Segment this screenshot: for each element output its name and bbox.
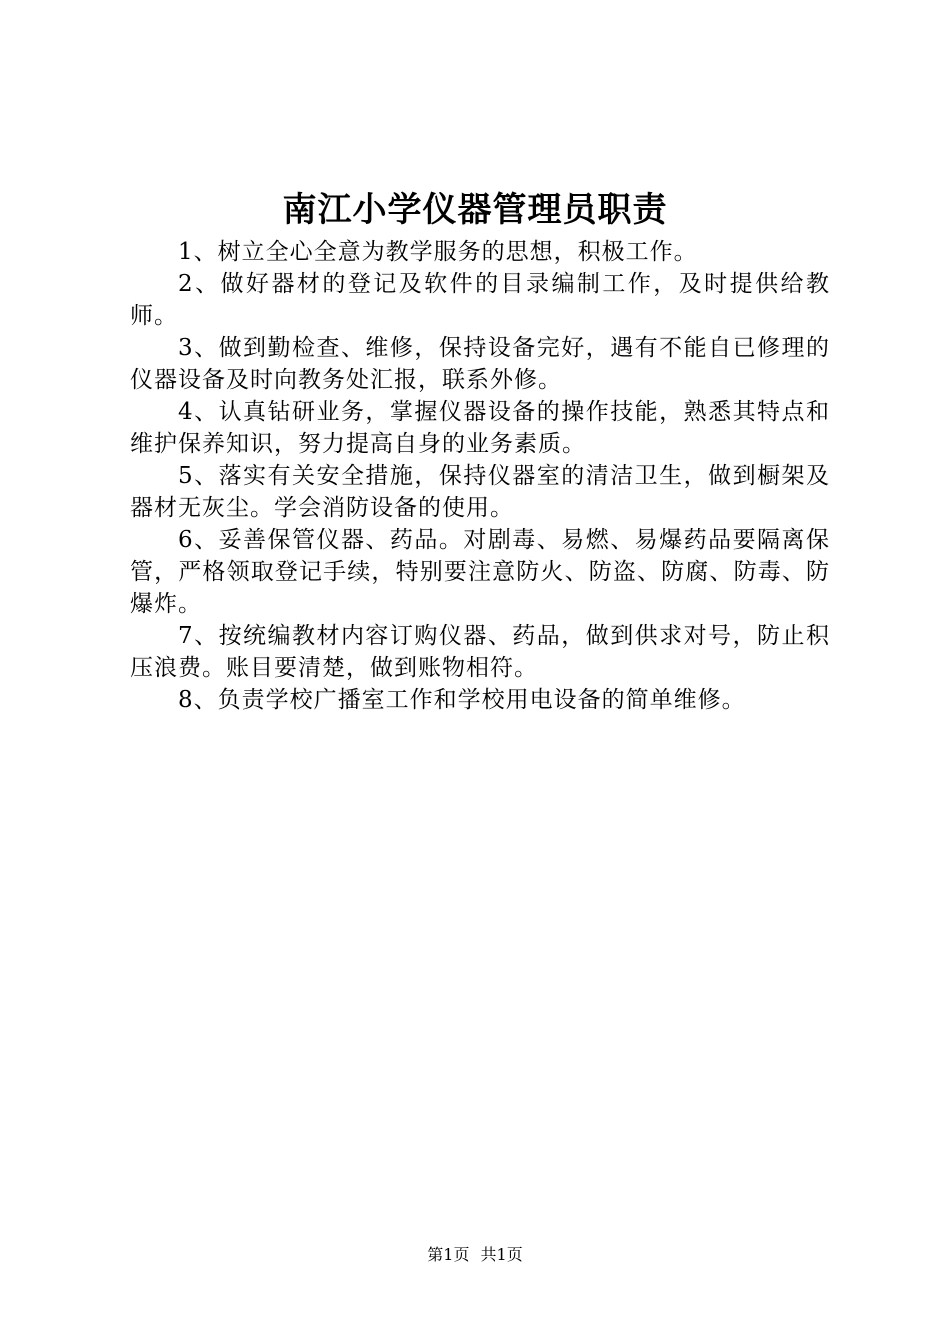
duty-item-8: 8、负责学校广播室工作和学校用电设备的简单维修。: [178, 687, 746, 713]
page-number-current: 第1页: [427, 1245, 470, 1264]
page-number-total: 共1页: [480, 1245, 523, 1264]
duty-item-3: 3、做到勤检查、维修，保持设备完好，遇有不能自已修理的仪器设备及时向教务处汇报，联系外修。: [130, 335, 830, 393]
page-footer: [0, 1244, 950, 1266]
document-title: 南江小学仪器管理员职责: [282, 190, 668, 230]
duty-item-5: 5、落实有关安全措施，保持仪器室的清洁卫生，做到橱架及器材无灰尘。学会消防设备的使用。: [130, 463, 830, 521]
duty-item-6: 6、妥善保管仪器、药品。对剧毒、易燃、易爆药品要隔离保管，严格领取登记手续，特别要注意防火、防盗、防腐、防毒、防爆炸。: [130, 527, 830, 617]
duty-item-4: 4、认真钻研业务，掌握仪器设备的操作技能，熟悉其特点和维护保养知识，努力提高自身的业务素质。: [130, 399, 830, 457]
duty-item-7: 7、按统编教材内容订购仪器、药品，做到供求对号，防止积压浪费。账目要清楚，做到账物相符。: [130, 623, 830, 681]
duty-item-1: 1、树立全心全意为教学服务的思想，积极工作。: [178, 239, 698, 265]
document-body: [130, 236, 830, 716]
duty-item-2: 2、做好器材的登记及软件的目录编制工作，及时提供给教师。: [130, 271, 830, 329]
